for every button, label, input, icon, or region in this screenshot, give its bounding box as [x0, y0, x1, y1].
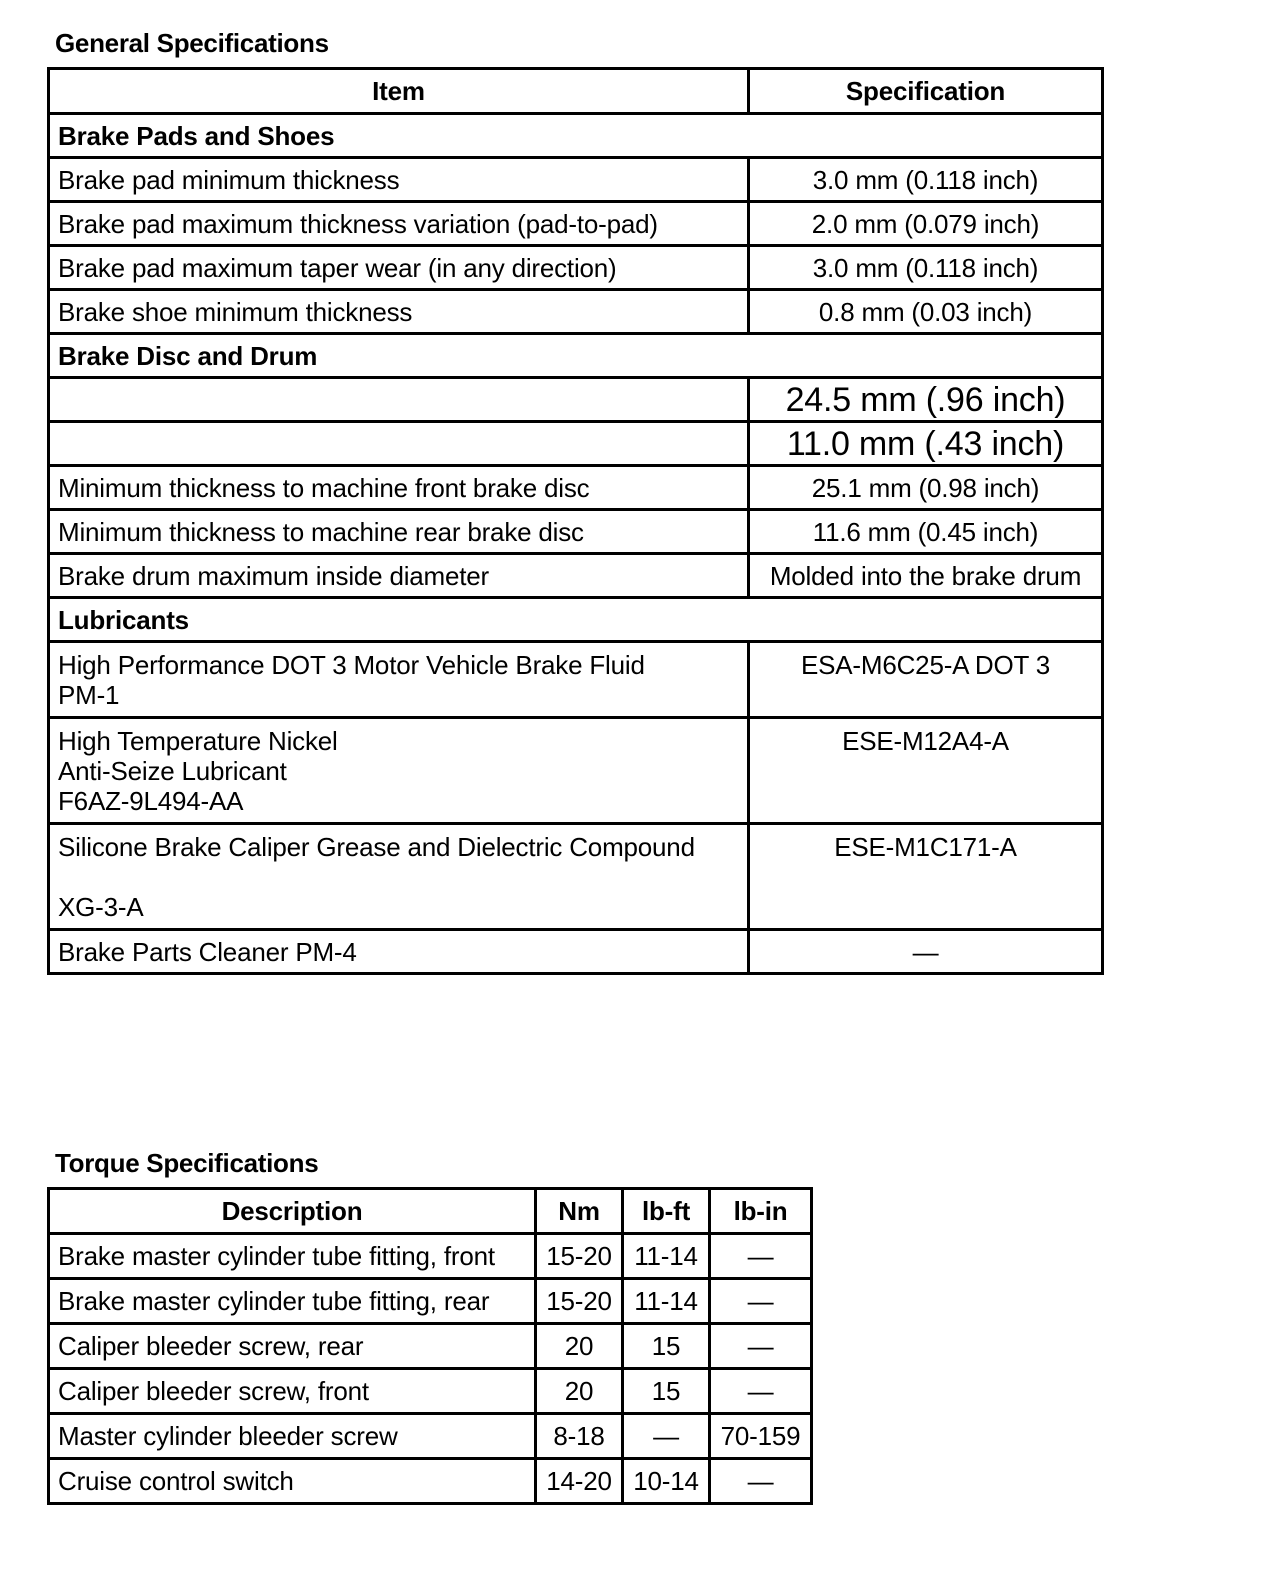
- item-line: High Performance DOT 3 Motor Vehicle Brake Fluid: [58, 650, 645, 680]
- nm-cell: 15-20: [536, 1279, 623, 1324]
- spec-cell: ESE-M1C171-A: [749, 824, 1103, 930]
- item-line: F6AZ-9L494-AA: [58, 786, 244, 816]
- spec-cell: 3.0 mm (0.118 inch): [749, 158, 1103, 202]
- item-cell: Brake pad minimum thickness: [49, 158, 749, 202]
- section-label: Lubricants: [49, 598, 1103, 642]
- spec-cell: 0.8 mm (0.03 inch): [749, 290, 1103, 334]
- nm-header: Nm: [536, 1189, 623, 1234]
- item-cell: [49, 718, 749, 824]
- description-cell: Cruise control switch: [49, 1459, 536, 1504]
- lbft-cell: 15: [623, 1369, 710, 1414]
- lbin-cell: 70-159: [710, 1414, 812, 1459]
- nm-cell: 20: [536, 1369, 623, 1414]
- item-line: Silicone Brake Caliper Grease and Dielectric Compound: [58, 832, 695, 862]
- description-header: Description: [49, 1189, 536, 1234]
- lbin-cell: —: [710, 1234, 812, 1279]
- table-row: [49, 202, 1103, 246]
- table-row: [49, 1414, 812, 1459]
- item-cell: Brake Parts Cleaner PM-4: [49, 930, 749, 974]
- table-row: [49, 554, 1103, 598]
- spec-cell: ESA-M6C25-A DOT 3: [749, 642, 1103, 718]
- lbft-header: lb-ft: [623, 1189, 710, 1234]
- nm-cell: 20: [536, 1324, 623, 1369]
- description-cell: Brake master cylinder tube fitting, front: [49, 1234, 536, 1279]
- table-row: [49, 1459, 812, 1504]
- table-header-row: [49, 69, 1103, 114]
- item-cell: Brake drum maximum inside diameter: [49, 554, 749, 598]
- table-row: [49, 1324, 812, 1369]
- table-row: [49, 1234, 812, 1279]
- description-cell: Master cylinder bleeder screw: [49, 1414, 536, 1459]
- lbft-cell: —: [623, 1414, 710, 1459]
- item-cell: Brake pad maximum thickness variation (pad-to-pad): [49, 202, 749, 246]
- item-cell: [49, 642, 749, 718]
- item-cell: Brake pad maximum taper wear (in any direction): [49, 246, 749, 290]
- table-row: [49, 378, 1103, 422]
- item-line: XG-3-A: [58, 892, 144, 922]
- lbft-cell: 10-14: [623, 1459, 710, 1504]
- table-row: [49, 718, 1103, 824]
- item-cell: [49, 378, 749, 422]
- table-row: [49, 930, 1103, 974]
- item-cell: [49, 422, 749, 466]
- item-line: High Temperature Nickel: [58, 726, 338, 756]
- lbin-cell: —: [710, 1324, 812, 1369]
- torque-specifications-table: [47, 1187, 813, 1505]
- lbft-cell: 11-14: [623, 1279, 710, 1324]
- nm-cell: 8-18: [536, 1414, 623, 1459]
- description-cell: Caliper bleeder screw, rear: [49, 1324, 536, 1369]
- table-row: [49, 466, 1103, 510]
- section-label: Brake Pads and Shoes: [49, 114, 1103, 158]
- table-row: [49, 510, 1103, 554]
- table-row: [49, 246, 1103, 290]
- spec-cell: 25.1 mm (0.98 inch): [749, 466, 1103, 510]
- lbin-cell: —: [710, 1369, 812, 1414]
- description-cell: Brake master cylinder tube fitting, rear: [49, 1279, 536, 1324]
- spec-cell: 11.6 mm (0.45 inch): [749, 510, 1103, 554]
- item-line-blank: [58, 862, 739, 892]
- lbin-cell: —: [710, 1279, 812, 1324]
- spec-cell: Molded into the brake drum: [749, 554, 1103, 598]
- table-row: [49, 422, 1103, 466]
- description-cell: Caliper bleeder screw, front: [49, 1369, 536, 1414]
- table-row: [49, 290, 1103, 334]
- item-line: Anti-Seize Lubricant: [58, 756, 287, 786]
- spec-cell: 11.0 mm (.43 inch): [749, 422, 1103, 466]
- spec-cell: ESE-M12A4-A: [749, 718, 1103, 824]
- table-row: [49, 642, 1103, 718]
- item-cell: Minimum thickness to machine front brake disc: [49, 466, 749, 510]
- item-cell: Brake shoe minimum thickness: [49, 290, 749, 334]
- item-line: PM-1: [58, 680, 120, 710]
- table-row: [49, 158, 1103, 202]
- torque-specifications-title: Torque Specifications: [55, 1148, 319, 1178]
- section-label: Brake Disc and Drum: [49, 334, 1103, 378]
- lbin-cell: —: [710, 1459, 812, 1504]
- table-row: [49, 1279, 812, 1324]
- table-row: [49, 824, 1103, 930]
- general-specifications-table: [47, 67, 1104, 975]
- section-row: [49, 598, 1103, 642]
- nm-cell: 14-20: [536, 1459, 623, 1504]
- item-cell: Minimum thickness to machine rear brake disc: [49, 510, 749, 554]
- section-row: [49, 334, 1103, 378]
- item-cell: [49, 824, 749, 930]
- table-row: [49, 1369, 812, 1414]
- table-header-row: [49, 1189, 812, 1234]
- general-specifications-title: General Specifications: [55, 28, 329, 58]
- spec-cell: 3.0 mm (0.118 inch): [749, 246, 1103, 290]
- section-row: [49, 114, 1103, 158]
- item-header: Item: [49, 69, 749, 114]
- lbin-header: lb-in: [710, 1189, 812, 1234]
- lbft-cell: 15: [623, 1324, 710, 1369]
- specification-header: Specification: [749, 69, 1103, 114]
- spec-cell: —: [749, 930, 1103, 974]
- lbft-cell: 11-14: [623, 1234, 710, 1279]
- spec-cell: 2.0 mm (0.079 inch): [749, 202, 1103, 246]
- spec-cell: 24.5 mm (.96 inch): [749, 378, 1103, 422]
- nm-cell: 15-20: [536, 1234, 623, 1279]
